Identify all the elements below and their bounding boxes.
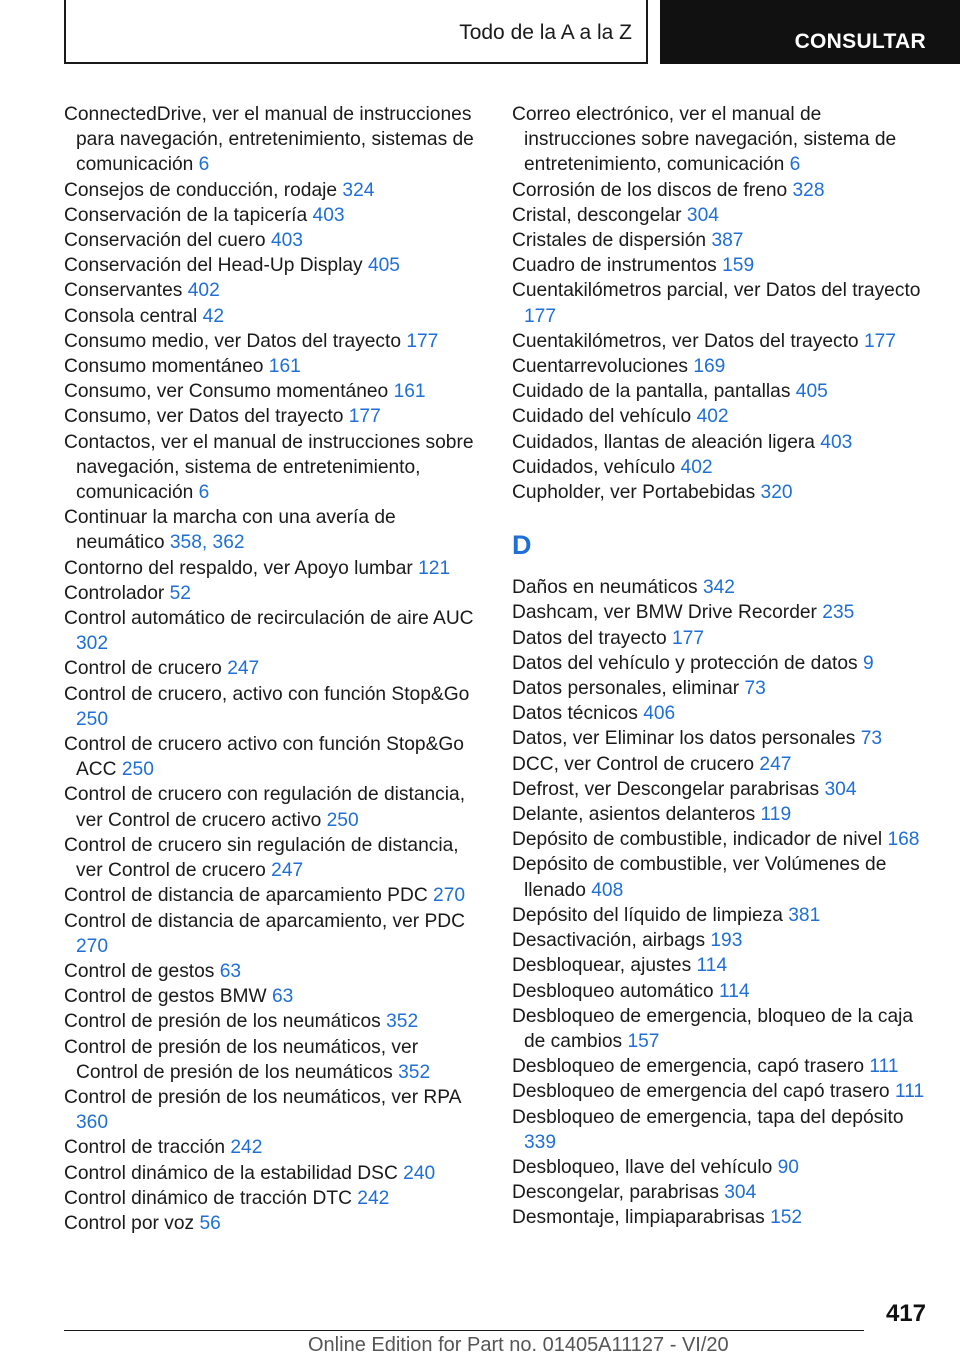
index-entry bbox=[64, 984, 484, 1009]
index-entry-term: Desmontaje, limpiaparabrisas bbox=[512, 1207, 765, 1229]
index-entry-page-link[interactable]: 320 bbox=[760, 482, 793, 504]
index-entry bbox=[512, 1180, 932, 1205]
index-entry bbox=[64, 178, 484, 203]
index-entry-term: Cuentarrevoluciones bbox=[512, 356, 688, 378]
index-entry-page-link[interactable]: 121 bbox=[418, 557, 451, 579]
index-entry bbox=[64, 228, 484, 253]
index-entry bbox=[512, 253, 932, 278]
index-entry bbox=[512, 752, 932, 777]
index-entry-term: Control de crucero bbox=[64, 658, 222, 680]
page-number: 417 bbox=[885, 1300, 926, 1327]
index-entry-term: Defrost, ver Descongelar parabrisas bbox=[512, 778, 820, 800]
index-entry-term: Control de gestos BMW bbox=[64, 986, 267, 1008]
index-entry bbox=[64, 1161, 484, 1186]
index-entry-page-link[interactable]: 304 bbox=[686, 204, 719, 226]
index-entry bbox=[64, 253, 484, 278]
index-entry-term: Delante, asientos delanteros bbox=[512, 804, 756, 826]
index-entry bbox=[64, 606, 484, 656]
index-entry-term: Control de crucero con regulación de distancia, ver Control de crucero activo bbox=[64, 784, 466, 831]
index-entry-term: Consejos de conducción, rodaje bbox=[64, 179, 338, 201]
index-entry-term: Conservación del Head-Up Display bbox=[64, 255, 363, 277]
index-entry-page-link[interactable]: 247 bbox=[271, 860, 304, 882]
index-entry bbox=[64, 304, 484, 329]
index-entry bbox=[64, 102, 484, 178]
index-entry-page-link[interactable]: 42 bbox=[202, 305, 225, 327]
index-entry bbox=[64, 682, 484, 732]
index-entry-page-link[interactable]: 177 bbox=[672, 627, 705, 649]
index-column-right bbox=[512, 102, 932, 1231]
index-entry-page-link[interactable]: 193 bbox=[710, 930, 743, 952]
index-entry-page-link[interactable]: 250 bbox=[76, 708, 109, 730]
index-entry-term: Depósito del líquido de limpieza bbox=[512, 904, 783, 926]
index-entry-term: Cuadro de instrumentos bbox=[512, 255, 717, 277]
index-entry-page-link[interactable]: 177 bbox=[524, 305, 557, 327]
index-entry-term: Control dinámico de la estabilidad DSC bbox=[64, 1162, 398, 1184]
index-entry-term: Desbloquear, ajustes bbox=[512, 955, 692, 977]
index-entry bbox=[64, 278, 484, 303]
index-entry-term: Control automático de recirculación de aire AUC bbox=[64, 608, 474, 630]
index-entry bbox=[64, 732, 484, 782]
index-entry-page-link[interactable]: 9 bbox=[862, 652, 874, 674]
index-entry-page-link[interactable]: 302 bbox=[76, 633, 109, 655]
index-entry-term: Conservación de la tapicería bbox=[64, 204, 308, 226]
index-entry-term: Correo electrónico, ver el manual de instrucciones sobre navegación, sistema de entretenimiento, comunicación bbox=[512, 104, 897, 176]
index-entry bbox=[64, 505, 484, 555]
index-entry-term: DCC, ver Control de crucero bbox=[512, 753, 755, 775]
index-entry-term: Cuidados, llantas de aleación ligera bbox=[512, 431, 815, 453]
index-entry-page-link[interactable]: 63 bbox=[271, 986, 294, 1008]
index-entry bbox=[512, 802, 932, 827]
index-entry-term: Desbloqueo, llave del vehículo bbox=[512, 1156, 773, 1178]
header-section-box bbox=[64, 0, 648, 64]
index-entry bbox=[64, 959, 484, 984]
index-entry bbox=[64, 1035, 484, 1085]
index-entry-term: Consumo medio, ver Datos del trayecto bbox=[64, 330, 401, 352]
index-entry-page-link[interactable]: 339 bbox=[524, 1131, 557, 1153]
index-entry-page-link[interactable]: 406 bbox=[643, 703, 676, 725]
index-entry bbox=[512, 329, 932, 354]
index-entry-term: Datos personales, eliminar bbox=[512, 678, 740, 700]
index-entry-term: Control de distancia de aparcamiento PDC bbox=[64, 885, 428, 907]
index-entry-page-link[interactable]: 328 bbox=[792, 179, 825, 201]
index-entry bbox=[512, 480, 932, 505]
index-entry bbox=[512, 903, 932, 928]
index-entry-page-link[interactable]: 111 bbox=[894, 1081, 925, 1103]
index-entry-term: Cuentakilómetros parcial, ver Datos del trayecto bbox=[512, 280, 921, 302]
index-entry-page-link[interactable]: 111 bbox=[869, 1056, 899, 1078]
index-entry-page-link[interactable]: 304 bbox=[724, 1182, 757, 1204]
index-entry-page-link[interactable]: 52 bbox=[169, 582, 191, 604]
index-entry-page-link[interactable]: 381 bbox=[788, 904, 821, 926]
index-entry bbox=[512, 228, 932, 253]
index-entry-page-link[interactable]: 403 bbox=[820, 431, 853, 453]
index-entry-page-link[interactable]: 387 bbox=[711, 230, 744, 252]
index-entry-term: Control de presión de los neumáticos, ver RPA bbox=[64, 1086, 461, 1108]
index-entry-term: Consumo, ver Datos del trayecto bbox=[64, 406, 344, 428]
index-entry-term: Depósito de combustible, indicador de nivel bbox=[512, 829, 883, 851]
index-entry-page-link[interactable]: 6 bbox=[198, 154, 210, 176]
index-entry-page-link[interactable]: 352 bbox=[398, 1061, 431, 1083]
index-entry-term: Control de presión de los neumáticos, ver Control de presión de los neumáticos bbox=[64, 1036, 419, 1083]
footer-edition: Online Edition for Part no. 01405A11127 - VI/20 bbox=[308, 1334, 729, 1356]
index-entry-page-link[interactable]: 250 bbox=[121, 759, 154, 781]
index-entry-page-link[interactable]: 119 bbox=[760, 804, 792, 826]
index-entry-page-link[interactable]: 405 bbox=[795, 381, 828, 403]
index-entry-page-link[interactable]: 342 bbox=[702, 577, 735, 599]
index-entry-page-link[interactable]: 177 bbox=[863, 330, 896, 352]
index-entry-page-link[interactable]: 360 bbox=[76, 1112, 109, 1134]
index-entry bbox=[64, 883, 484, 908]
index-entry-page-link[interactable]: 235 bbox=[822, 602, 855, 624]
index-entry-page-link[interactable]: 247 bbox=[227, 658, 260, 680]
index-entry bbox=[512, 1054, 932, 1079]
index-entry-term: Control dinámico de tracción DTC bbox=[64, 1187, 352, 1209]
index-column-left bbox=[64, 102, 484, 1236]
index-group-c bbox=[512, 102, 932, 505]
index-entry bbox=[512, 1079, 932, 1104]
index-entry bbox=[64, 430, 484, 506]
index-entry-page-link[interactable]: 270 bbox=[433, 885, 466, 907]
index-entry-term: ConnectedDrive, ver el manual de instrucciones para navegación, entretenimiento, sistemas de comunicación bbox=[64, 104, 474, 176]
index-entry bbox=[512, 455, 932, 480]
index-entry bbox=[512, 852, 932, 902]
index-entry-page-link[interactable]: 177 bbox=[348, 406, 381, 428]
index-entry-page-link[interactable]: 402 bbox=[187, 280, 220, 302]
footer-rule bbox=[64, 1330, 864, 1331]
index-entry-term: Control de presión de los neumáticos bbox=[64, 1011, 381, 1033]
index-entry-term: Corrosión de los discos de freno bbox=[512, 179, 788, 201]
header-tab-consultar[interactable]: CONSULTAR bbox=[660, 0, 960, 64]
index-entry-term: Conservación del cuero bbox=[64, 230, 266, 252]
index-entry-page-link[interactable]: 242 bbox=[230, 1137, 263, 1159]
index-entry-term: Daños en neumáticos bbox=[512, 577, 698, 599]
index-entry-term: Cuentakilómetros, ver Datos del trayecto bbox=[512, 330, 859, 352]
index-entry-page-link[interactable]: 403 bbox=[312, 204, 345, 226]
index-entry bbox=[512, 102, 932, 178]
index-entry bbox=[512, 1205, 932, 1230]
index-entry-term: Continuar la marcha con una avería de neumático bbox=[64, 507, 396, 554]
index-entry-term: Datos técnicos bbox=[512, 703, 638, 725]
index-entry-term: Control por voz bbox=[64, 1212, 195, 1234]
index-entry-term: Dashcam, ver BMW Drive Recorder bbox=[512, 602, 817, 624]
index-entry-page-link[interactable]: 161 bbox=[393, 381, 426, 403]
index-entry-page-link[interactable]: 403 bbox=[270, 230, 303, 252]
index-entry-page-link[interactable]: 169 bbox=[693, 356, 726, 378]
index-entry bbox=[512, 701, 932, 726]
index-entry bbox=[64, 656, 484, 681]
index-entry-term: Control de crucero activo con función Stop&Go ACC bbox=[64, 734, 464, 781]
index-entry bbox=[512, 600, 932, 625]
index-entry-page-link[interactable]: 352 bbox=[386, 1011, 419, 1033]
index-entry bbox=[512, 827, 932, 852]
index-entry-term: Control de distancia de aparcamiento, ver PDC bbox=[64, 910, 466, 932]
index-entry-page-link[interactable]: 168 bbox=[887, 829, 920, 851]
index-entry-term: Control de tracción bbox=[64, 1137, 226, 1159]
index-entry-term: Contorno del respaldo, ver Apoyo lumbar bbox=[64, 557, 413, 579]
index-entry bbox=[64, 581, 484, 606]
index-entry-page-link[interactable]: 114 bbox=[718, 980, 750, 1002]
index-entry-page-link[interactable]: 242 bbox=[357, 1187, 390, 1209]
index-entry-page-link[interactable]: 152 bbox=[770, 1207, 803, 1229]
index-entry-page-link[interactable]: 114 bbox=[696, 955, 728, 977]
index-entry-page-link[interactable]: 90 bbox=[777, 1156, 799, 1178]
index-entry-term: Desbloqueo de emergencia, capó trasero bbox=[512, 1056, 864, 1078]
index-entry-page-link[interactable]: 405 bbox=[367, 255, 400, 277]
index-entry-page-link[interactable]: 161 bbox=[268, 356, 301, 378]
index-entry-page-link[interactable]: 6 bbox=[198, 482, 210, 504]
index-entry-term: Datos, ver Eliminar los datos personales bbox=[512, 728, 856, 750]
index-entry bbox=[64, 329, 484, 354]
index-entry bbox=[64, 1085, 484, 1135]
index-entry-term: Contactos, ver el manual de instrucciones sobre navegación, sistema de entretenimiento, comunicación bbox=[64, 431, 474, 504]
index-entry bbox=[64, 556, 484, 581]
index-entry bbox=[64, 833, 484, 883]
index-entry-term: Desbloqueo de emergencia, bloqueo de la caja de cambios bbox=[512, 1005, 914, 1052]
index-entry bbox=[64, 909, 484, 959]
index-entry-term: Datos del trayecto bbox=[512, 627, 667, 649]
index-entry bbox=[512, 726, 932, 751]
index-entry bbox=[64, 1009, 484, 1034]
index-entry-term: Consumo momentáneo bbox=[64, 356, 264, 378]
index-entry bbox=[512, 278, 932, 328]
index-entry-term: Cuidado del vehículo bbox=[512, 406, 692, 428]
index-entry-page-link[interactable]: 304 bbox=[824, 778, 857, 800]
index-entry-page-link[interactable]: 408 bbox=[591, 879, 624, 901]
index-entry-term: Control de crucero sin regulación de distancia, ver Control de crucero bbox=[64, 834, 459, 882]
index-entry bbox=[512, 953, 932, 978]
index-group-d bbox=[512, 575, 932, 1230]
index-entry-page-link[interactable]: 177 bbox=[406, 330, 439, 352]
index-entry bbox=[512, 1004, 932, 1054]
index-entry bbox=[512, 651, 932, 676]
index-entry-term: Consumo, ver Consumo momentáneo bbox=[64, 381, 389, 403]
index-entry-page-link[interactable]: 324 bbox=[342, 179, 375, 201]
index-entry-term: Cupholder, ver Portabebidas bbox=[512, 482, 756, 504]
index-entry-page-link[interactable]: 159 bbox=[722, 255, 755, 277]
index-entry-term: Cuidado de la pantalla, pantallas bbox=[512, 381, 791, 403]
index-entry-page-link[interactable]: 157 bbox=[627, 1030, 660, 1052]
index-entry-term: Desactivación, airbags bbox=[512, 930, 706, 952]
index-entry bbox=[64, 354, 484, 379]
index-entry-term: Datos del vehículo y protección de datos bbox=[512, 652, 858, 674]
index-entry bbox=[64, 1135, 484, 1160]
index-entry-page-link[interactable]: 56 bbox=[199, 1212, 221, 1234]
index-entry bbox=[512, 379, 932, 404]
index-entry bbox=[64, 1186, 484, 1211]
index-entry bbox=[512, 626, 932, 651]
index-entry-term: Consola central bbox=[64, 305, 198, 327]
index-entry-term: Desbloqueo de emergencia del capó trasero bbox=[512, 1081, 890, 1103]
index-entry-page-link[interactable]: 240 bbox=[403, 1162, 436, 1184]
index-entry-term: Controlador bbox=[64, 582, 165, 604]
index-entry-term: Cristales de dispersión bbox=[512, 230, 707, 252]
index-entry-term: Conservantes bbox=[64, 280, 183, 302]
index-entry bbox=[512, 430, 932, 455]
index-entry bbox=[512, 203, 932, 228]
index-entry bbox=[64, 203, 484, 228]
index-entry bbox=[512, 1155, 932, 1180]
index-entry-page-link[interactable]: 6 bbox=[789, 154, 801, 176]
index-entry bbox=[512, 575, 932, 600]
index-entry-page-link[interactable]: 73 bbox=[860, 728, 883, 750]
index-entry bbox=[512, 404, 932, 429]
index-entry-page-link[interactable]: 358, 362 bbox=[169, 532, 245, 554]
index-entry bbox=[512, 354, 932, 379]
index-entry-page-link[interactable]: 63 bbox=[219, 960, 242, 982]
index-entry-term: Cristal, descongelar bbox=[512, 204, 682, 226]
index-entry-term: Control de crucero, activo con función Stop&Go bbox=[64, 683, 470, 705]
index-entry-term: Desbloqueo automático bbox=[512, 980, 714, 1002]
index-entry-term: Desbloqueo de emergencia, tapa del depósito bbox=[512, 1106, 904, 1128]
index-entry-page-link[interactable]: 270 bbox=[76, 935, 109, 957]
index-entry bbox=[512, 1105, 932, 1155]
index-entry bbox=[512, 676, 932, 701]
index-entry bbox=[64, 404, 484, 429]
index-entry bbox=[512, 178, 932, 203]
index-entry-term: Cuidados, vehículo bbox=[512, 456, 676, 478]
index-entry bbox=[64, 782, 484, 832]
index-entry-page-link[interactable]: 250 bbox=[326, 809, 359, 831]
header-section-title: Todo de la A a la Z bbox=[459, 21, 632, 44]
index-entry-term: Depósito de combustible, ver Volúmenes de llenado bbox=[512, 854, 887, 901]
index-entry-page-link[interactable]: 402 bbox=[680, 456, 713, 478]
index-entry-page-link[interactable]: 247 bbox=[759, 753, 792, 775]
index-entry-term: Control de gestos bbox=[64, 960, 215, 982]
index-entry bbox=[64, 379, 484, 404]
index-entry bbox=[512, 777, 932, 802]
index-entry bbox=[64, 1211, 484, 1236]
index-entry-term: Descongelar, parabrisas bbox=[512, 1182, 719, 1204]
index-entry-page-link[interactable]: 73 bbox=[744, 678, 766, 700]
index-entry bbox=[512, 928, 932, 953]
index-entry bbox=[512, 979, 932, 1004]
letter-heading-d: D bbox=[512, 530, 532, 561]
index-entry-page-link[interactable]: 402 bbox=[696, 406, 729, 428]
